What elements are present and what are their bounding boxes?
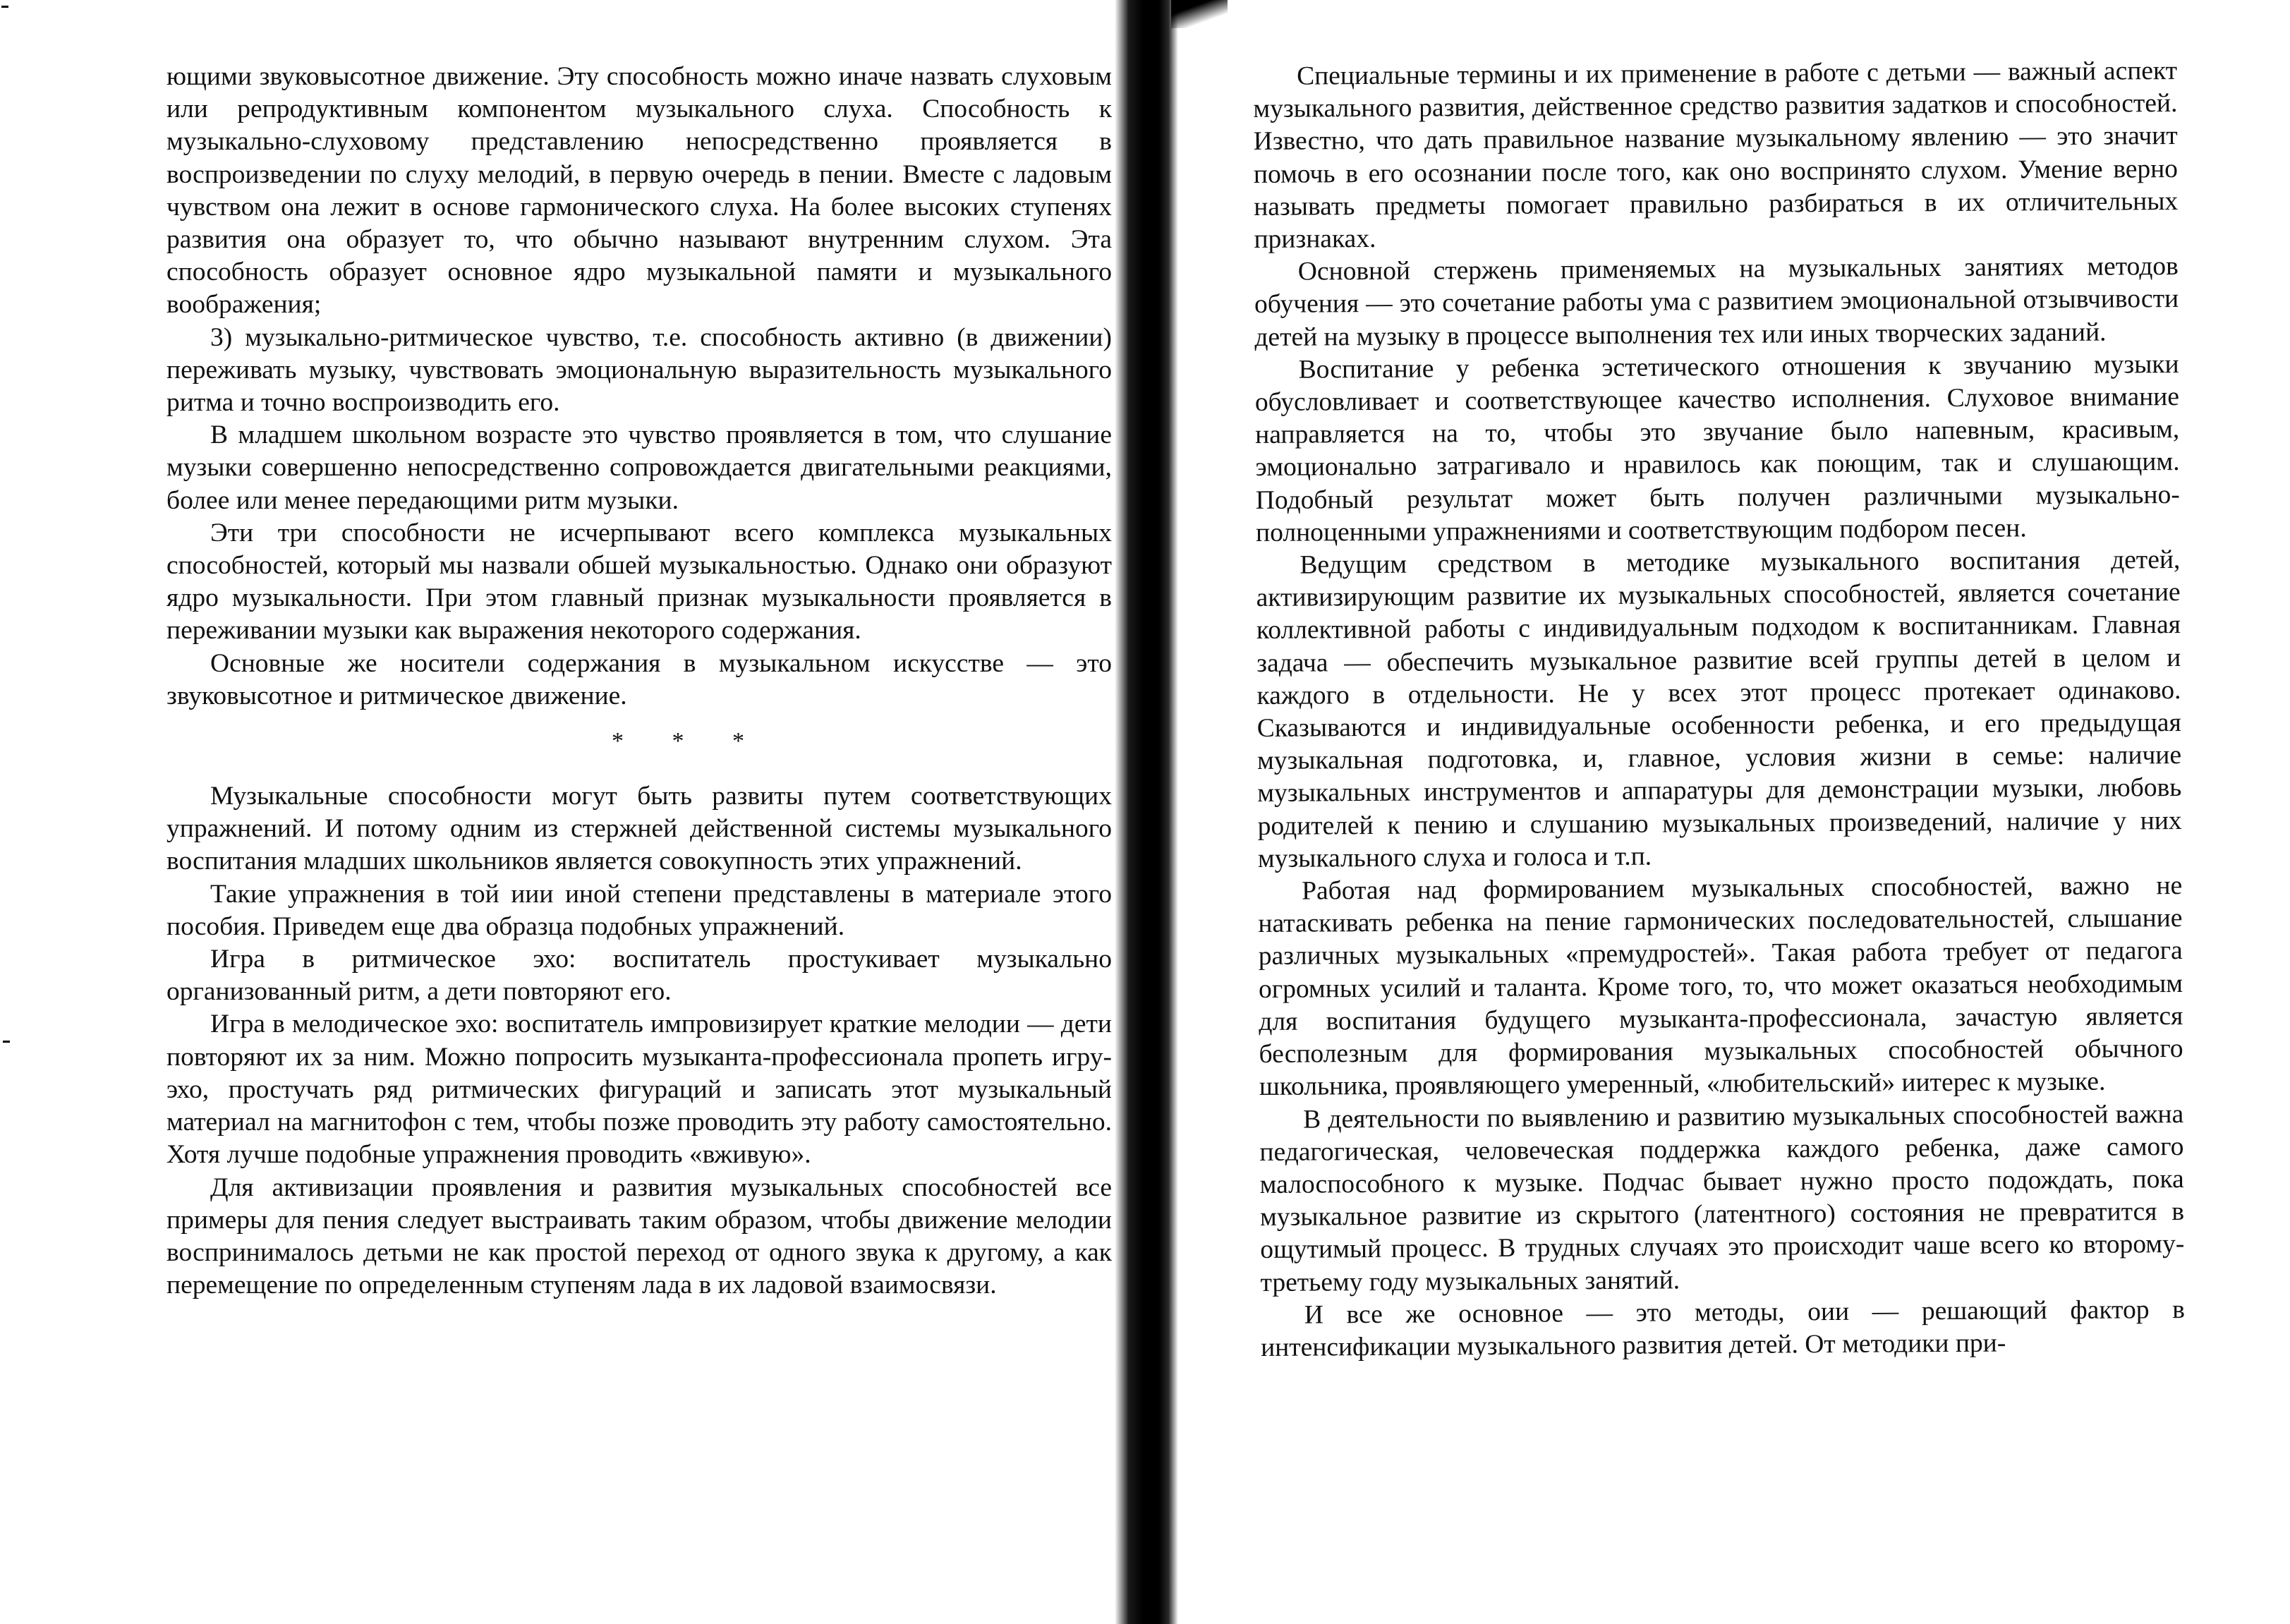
paragraph: Игра в ритмическое эхо: воспитатель простукивает музыкально организованный ритм, а дети повторяют его. [166, 945, 1112, 1007]
paragraph: Для активизации проявления и развития музыкальных способностей все примеры для пения следует выстраивать таким образом, чтобы движение мелодии воспринималось детьми не как простой переход от одного звука к другому, а как перемещение по определенным ступеням лада в их ладовой взаимосвязи. [166, 1172, 1112, 1300]
paragraph: 3) музыкально-ритмическое чувство, т.е. способность активно (в движении) переживать музыку, чувствовать эмоциональную выразительность музыкального ритма и точно воспроизводить его. [166, 322, 1112, 418]
paragraph: Музыкальные способности могут быть развиты путем соответствующих упражнений. И потому одним из стержней действенной системы музыкального воспитания младших школьников является совокупность этих упражнений. [166, 782, 1112, 876]
paragraph: В младшем школьном возрасте это чувство проявляется в том, что слушание музыки совершенно непосредственно сопровождается двигательными реакциями, более или менее передающими ритм музыки. [166, 420, 1112, 515]
right-page [1129, 0, 2290, 1624]
paragraph: Основные же носители содержания в музыкальном искусстве — это звуковысотное и ритмическое движение. [166, 648, 1112, 710]
paragraph: Игра в мелодическое эхо: воспитатель импровизирует краткие мелодии — дети повторяют их за ним. Можно попросить музыканта-профессионала пропеть игру-эхо, простучать ряд ритмических фигураций и записать этот музыкальный материал на магнитофон с тем, чтобы позже проводить эту работу самостоятельно. Хотя лучше подобные упражнения проводить «вживую». [166, 1010, 1112, 1170]
paragraph: И все же основное — это методы, оии — решающий фактор в интенсификации музыкального развития детей. От методики при- [1261, 1295, 2185, 1362]
paragraph: Воспитание у ребенка эстетического отношения к звучанию музыки обусловливает и соответствующее качество исполнения. Слуховое внимание направляется на то, чтобы это звучание было напевным, красивым, эмоционально затрагивало и нравилось как поющим, так и слушающим. Подобный результат может быть получен различными музыкально-полноценными упражнениями и соответствующим подбором песен. [1254, 349, 2180, 547]
paragraph: В деятельности по выявлению и развитию музыкальных способностей важна педагогическая, человеческая поддержка каждого ребенка, даже самого малоспособного к музыке. Подчас бывает нужно просто подождать, пока музыкальное развитие из скрытого (латентного) состояния не превратится в ощутимый процесс. В трудных случаях это происходит чаше всего ко второму-третьему году музыкальных занятий. [1259, 1099, 2185, 1297]
right-text-column [1253, 55, 2185, 1364]
paragraph: Ведущим средством в методике музыкального воспитания детей, активизирующим развитие их музыкальных способностей, является сочетание коллективной работы с индивидуальным подходом к воспитанникам. Главная задача — обеспечить музыкальное развитие всей группы детей в целом и каждого в отдельности. Не у всех этот процесс протекает одинаково. Сказываются и индивидуальные особенности ребенка, и его предыдущая музыкальная подготовка, и, главное, условия жизни в семье: наличие музыкальных инструментов и аппаратуры для демонстрации музыки, любовь родителей к пению и слушанию музыкальных произведений, наличие у них музыкального слуха и голоса и т.п. [1256, 545, 2182, 873]
paragraph: ющими звуковысотное движение. Эту способность можно иначе назвать слуховым или репродуктивным компонентом музыкального слуха. Способность к музыкально-слуховому представлению непосредственно проявляется в воспроизведении по слуху мелодий, в первую очередь в пении. Вместе с ладовым чувством она лежит в основе гармонического слуха. На более высоких ступенях развития она образует то, что обычно называют внутренним слухом. Эта способность образует основное ядро музыкальной памяти и музыкального воображения; [166, 62, 1112, 320]
scan-shadow-corner [1171, 0, 1228, 28]
paragraph: Такие упражнения в той иии иной степени представлены в материале этого пособия. Приведем еще два образца подобных упражнений. [166, 879, 1112, 941]
scan-edge-mark [3, 1041, 10, 1043]
book-spine-shadow [1115, 0, 1178, 1624]
section-separator: * * * [612, 728, 765, 755]
paragraph: Работая над формированием музыкальных способностей, важно не натаскивать ребенка на пение гармонических последовательностей, слышание различных музыкальных «премудростей». Такая работа требует от педагога огромных усилий и таланта. Кроме того, то, что может оказаться необходимым для воспитания будущего музыканта-профессионала, зачастую является бесполезным для формирования музыкальных способностей обычного школьника, проявляющего умеренный, «любительский» иитерес к музыке. [1258, 871, 2183, 1102]
paragraph: Эти три способности не исчерпывают всего комплекса музыкальных способностей, который мы назвали обшей музыкальностью. Однако они образуют ядро музыкальности. При этом главный признак музыкальности проявляется в переживании музыки как выражения некоторого содержания. [166, 518, 1112, 646]
paragraph: Специальные термины и их применение в работе с детьми — важный аспект музыкального развития, действенное средство развития задатков и способностей. Известно, что дать правильное название музыкальному явлению — это значит помочь в его осознании после того, как оно воспринято слухом. Умение верно называть предметы помогает правильно разбираться в их отличительных признаках. [1253, 56, 2179, 255]
scan-edge-mark [1, 6, 8, 8]
left-text-column [166, 61, 1112, 1302]
left-page [0, 0, 1129, 1624]
paragraph: Основной стержень применяемых на музыкальных занятиях методов обучения — это сочетание работы ума с развитием эмоциональной отзывчивости детей на музыку в процессе выполнения тех или иных творческих заданий. [1254, 252, 2179, 352]
